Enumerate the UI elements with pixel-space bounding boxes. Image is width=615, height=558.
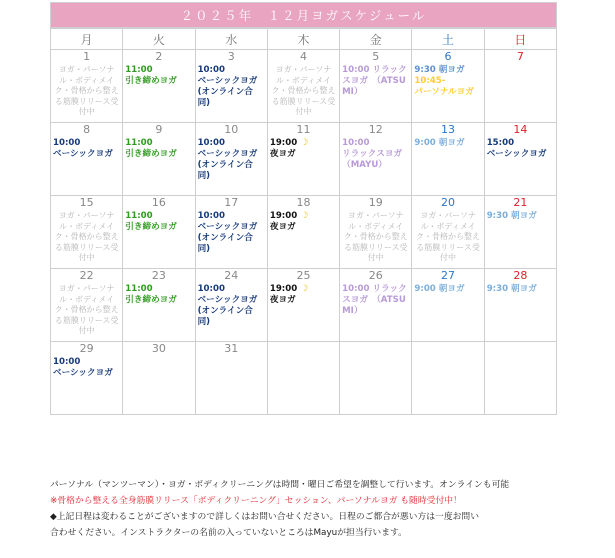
- day-number: 1: [83, 50, 91, 63]
- moon-icon: ☽: [300, 284, 309, 294]
- week-row: [51, 123, 557, 196]
- day-cell-12[interactable]: [340, 123, 412, 196]
- day-cell-26[interactable]: [340, 269, 412, 342]
- weekday-sat: 土: [412, 29, 484, 50]
- day-cell-15[interactable]: [51, 196, 123, 269]
- week-row: [51, 269, 557, 342]
- note-schedule-change: ◆上記日程は変わることがございますので詳しくはお問い合せください。日程のご都合が悪い方は一度お問い: [50, 512, 480, 522]
- calendar: [50, 2, 557, 415]
- note-body-cleaning-promo: ※骨格から整える全身筋膜リリース「ボディクリーニング」セッション、パーソナルヨガ も随時受付中！: [50, 496, 462, 506]
- day-cell-empty: [340, 342, 412, 415]
- day-number: 31: [224, 342, 239, 355]
- event-hikishime-yoga: 11:00 引き締めヨガ: [125, 138, 177, 159]
- day-cell-1[interactable]: [51, 50, 123, 123]
- day-cell-14[interactable]: [484, 123, 556, 196]
- day-cell-4[interactable]: [267, 50, 339, 123]
- day-cell-23[interactable]: [123, 269, 195, 342]
- week-row: [51, 342, 557, 415]
- event-night-yoga: [268, 138, 339, 160]
- day-cell-13[interactable]: [412, 123, 484, 196]
- event-hikishime-yoga: 11:00 引き締めヨガ: [125, 284, 177, 305]
- day-cell-25[interactable]: [267, 269, 339, 342]
- day-cell-21[interactable]: [484, 196, 556, 269]
- weekday-tue: 火: [123, 29, 195, 50]
- day-number: 24: [224, 269, 239, 282]
- day-number: 15: [79, 196, 94, 209]
- day-number: 21: [513, 196, 528, 209]
- day-number: 30: [151, 342, 166, 355]
- event-label: 夜ヨガ: [269, 222, 296, 232]
- event-morning-yoga: 9:00 朝ヨガ: [414, 138, 465, 148]
- event-personal: ヨガ・パーソナル・ボディメイク・骨格から整える筋膜リリース受付中: [54, 65, 119, 116]
- event-personal: ヨガ・パーソナル・ボディメイク・骨格から整える筋膜リリース受付中: [54, 211, 119, 262]
- event-time: 19:00: [269, 211, 298, 221]
- day-number: 5: [372, 50, 380, 63]
- day-number: 16: [151, 196, 166, 209]
- calendar-grid: [50, 28, 557, 415]
- day-number: 26: [368, 269, 383, 282]
- day-number: 20: [441, 196, 456, 209]
- day-number: 7: [516, 50, 524, 63]
- event-personal-yoga: 10:45- パーソナルヨガ: [414, 76, 474, 97]
- day-number: 10: [224, 123, 239, 136]
- event-relax-yoga-mayu: 10:00 リラックスヨガ（MAYU）: [342, 138, 403, 170]
- day-cell-6[interactable]: [412, 50, 484, 123]
- weekday-mon: 月: [51, 29, 123, 50]
- event-relax-yoga-atsumi: 10:00 リラックスヨガ （ATSUMI）: [342, 65, 407, 97]
- event-basic-yoga-online: 10:00 ベーシックヨガ(オンライン合同): [197, 65, 258, 108]
- day-number: 27: [441, 269, 456, 282]
- calendar-title: ２０２５年 １２月ヨガスケジュール: [50, 2, 557, 28]
- day-cell-9[interactable]: [123, 123, 195, 196]
- day-cell-5[interactable]: [340, 50, 412, 123]
- event-basic-yoga: 15:00 ベーシックヨガ: [486, 138, 547, 159]
- event-basic-yoga-online: 10:00 ベーシックヨガ(オンライン合同): [197, 138, 258, 181]
- day-cell-27[interactable]: [412, 269, 484, 342]
- note-instructor: 合わせください。インストラクターの名前の入っていないところはMayuが担当行います。: [50, 528, 407, 538]
- day-number: 28: [513, 269, 528, 282]
- event-morning-yoga: 9:00 朝ヨガ: [414, 284, 465, 294]
- weekday-sun: 日: [484, 29, 556, 50]
- event-label: 夜ヨガ: [269, 295, 296, 305]
- event-personal: ヨガ・パーソナル・ボディメイク・骨格から整える筋膜リリース受付中: [343, 211, 408, 262]
- day-cell-7[interactable]: [484, 50, 556, 123]
- day-cell-30[interactable]: [123, 342, 195, 415]
- day-number: 8: [83, 123, 91, 136]
- day-cell-29[interactable]: [51, 342, 123, 415]
- event-morning-yoga: 9:30 朝ヨガ: [486, 284, 537, 294]
- moon-icon: ☽: [300, 211, 309, 221]
- day-number: 4: [299, 50, 307, 63]
- day-number: 23: [151, 269, 166, 282]
- event-personal: ヨガ・パーソナル・ボディメイク・骨格から整える筋膜リリース受付中: [271, 65, 336, 116]
- day-cell-empty: [412, 342, 484, 415]
- note-personal-lessons: パーソナル（マンツーマン）・ヨガ・ボディクリーニングは時間・曜日ご希望を調整して行います。オンラインも可能: [50, 480, 510, 490]
- day-number: 6: [444, 50, 452, 63]
- event-morning-yoga: 9:30 朝ヨガ: [414, 65, 465, 75]
- day-cell-17[interactable]: [195, 196, 267, 269]
- moon-icon: ☽: [300, 138, 309, 148]
- day-number: 18: [296, 196, 311, 209]
- schedule-notes: [50, 477, 610, 541]
- day-number: 14: [513, 123, 528, 136]
- event-basic-yoga-online: 10:00 ベーシックヨガ(オンライン合同): [197, 211, 258, 254]
- day-cell-18[interactable]: [267, 196, 339, 269]
- week-row: [51, 50, 557, 123]
- day-number: 29: [79, 342, 94, 355]
- weekday-fri: 金: [340, 29, 412, 50]
- event-basic-yoga-online: 10:00 ベーシックヨガ(オンライン合同): [197, 284, 258, 327]
- weekday-wed: 水: [195, 29, 267, 50]
- event-morning-yoga: 9:30 朝ヨガ: [486, 211, 537, 221]
- event-night-yoga: [268, 211, 339, 233]
- day-number: 3: [227, 50, 235, 63]
- day-cell-empty: [484, 342, 556, 415]
- event-hikishime-yoga: 11:00 引き締めヨガ: [125, 211, 177, 232]
- day-number: 22: [79, 269, 94, 282]
- day-cell-19[interactable]: [340, 196, 412, 269]
- event-personal: ヨガ・パーソナル・ボディメイク・骨格から整える筋膜リリース受付中: [416, 211, 481, 262]
- day-cell-2[interactable]: [123, 50, 195, 123]
- event-relax-yoga-atsumi: 10:00 リラックスヨガ （ATSUMI）: [342, 284, 407, 316]
- week-row: [51, 196, 557, 269]
- event-time: 19:00: [269, 138, 298, 148]
- day-number: 11: [296, 123, 311, 136]
- day-cell-3[interactable]: [195, 50, 267, 123]
- day-cell-10[interactable]: [195, 123, 267, 196]
- day-number: 19: [368, 196, 383, 209]
- day-cell-20[interactable]: [412, 196, 484, 269]
- event-basic-yoga: 10:00 ベーシックヨガ: [53, 138, 113, 159]
- event-basic-yoga: 10:00 ベーシックヨガ: [53, 357, 113, 378]
- weekday-thu: 木: [267, 29, 339, 50]
- day-cell-28[interactable]: [484, 269, 556, 342]
- event-hikishime-yoga: 11:00 引き締めヨガ: [125, 65, 177, 86]
- day-cell-22[interactable]: [51, 269, 123, 342]
- day-cell-16[interactable]: [123, 196, 195, 269]
- event-label: 夜ヨガ: [269, 149, 296, 159]
- day-number: 2: [155, 50, 163, 63]
- weekday-header-row: [51, 29, 557, 50]
- event-personal: ヨガ・パーソナル・ボディメイク・骨格から整える筋膜リリース受付中: [54, 284, 119, 335]
- event-night-yoga: [268, 284, 339, 306]
- day-number: 13: [441, 123, 456, 136]
- day-cell-empty: [267, 342, 339, 415]
- day-number: 9: [155, 123, 163, 136]
- day-cell-31[interactable]: [195, 342, 267, 415]
- day-cell-11[interactable]: [267, 123, 339, 196]
- day-number: 25: [296, 269, 311, 282]
- day-cell-8[interactable]: [51, 123, 123, 196]
- day-number: 12: [368, 123, 383, 136]
- day-number: 17: [224, 196, 239, 209]
- day-cell-24[interactable]: [195, 269, 267, 342]
- event-time: 19:00: [269, 284, 298, 294]
